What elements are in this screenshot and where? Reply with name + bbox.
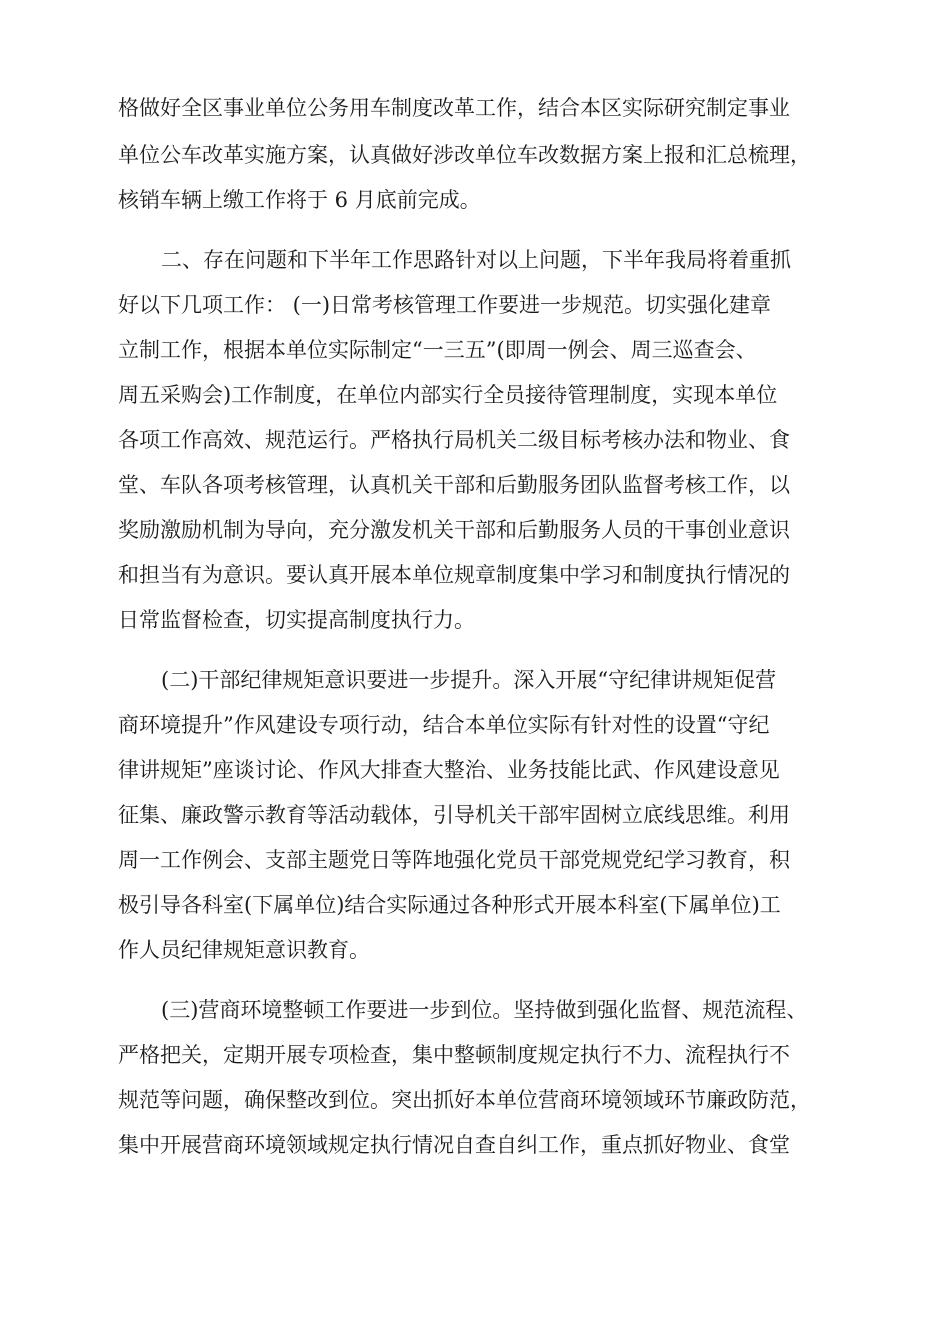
text-line: 格做好全区事业单位公务用车制度改革工作，结合本区实际研究制定事业	[118, 96, 790, 120]
text-line: 堂、车队各项考核管理，认真机关干部和后勤服务团队监督考核工作，以	[118, 473, 790, 497]
text-line: 奖励激励机制为导向，充分激发机关干部和后勤服务人员的干事创业意识	[118, 518, 790, 542]
text-line: 集中开展营商环境领域规定执行情况自查自纠工作，重点抓好物业、食堂	[118, 1133, 790, 1157]
text-line: 核销车辆上缴工作将于 6 月底前完成。	[118, 188, 481, 212]
text-line: 律讲规矩”座谈讨论、作风大排查大整治、业务技能比武、作风建设意见	[118, 758, 780, 782]
text-line: 周五采购会)工作制度，在单位内部实行全员接待管理制度，实现本单位	[118, 383, 778, 407]
text-line: 日常监督检查，切实提高制度执行力。	[118, 608, 475, 632]
text-line: 好以下几项工作： (一)日常考核管理工作要进一步规范。切实强化建章	[118, 293, 772, 317]
text-line: 征集、廉政警示教育等活动载体，引导机关干部牢固树立底线思维。利用	[118, 803, 790, 827]
text-line: 周一工作例会、支部主题党日等阵地强化党员干部党规党纪学习教育，积	[118, 848, 790, 872]
text-line: 单位公车改革实施方案，认真做好涉改单位车改数据方案上报和汇总梳理，	[118, 143, 811, 167]
text-line: (二)干部纪律规矩意识要进一步提升。深入开展“守纪律讲规矩促营	[161, 668, 777, 692]
text-line: 严格把关，定期开展专项检查，集中整顿制度规定执行不力、流程执行不	[118, 1043, 790, 1067]
text-line: 立制工作，根据本单位实际制定“一三五”(即周一例会、周三巡查会、	[118, 338, 757, 362]
text-line: 极引导各科室(下属单位)结合实际通过各种形式开展本科室(下属单位)工	[118, 893, 781, 917]
text-line: 和担当有为意识。要认真开展本单位规章制度集中学习和制度执行情况的	[118, 563, 790, 587]
text-line: 规范等问题，确保整改到位。突出抓好本单位营商环境领域环节廉政防范，	[118, 1088, 811, 1112]
text-line: 作人员纪律规矩意识教育。	[118, 938, 370, 962]
text-line: 二、存在问题和下半年工作思路针对以上问题，下半年我局将着重抓	[161, 248, 791, 272]
text-line: (三)营商环境整顿工作要进一步到位。坚持做到强化监督、规范流程、	[161, 998, 808, 1022]
text-line: 商环境提升”作风建设专项行动，结合本单位实际有针对性的设置“守纪	[118, 713, 770, 737]
text-line: 各项工作高效、规范运行。严格执行局机关二级目标考核办法和物业、食	[118, 428, 790, 452]
